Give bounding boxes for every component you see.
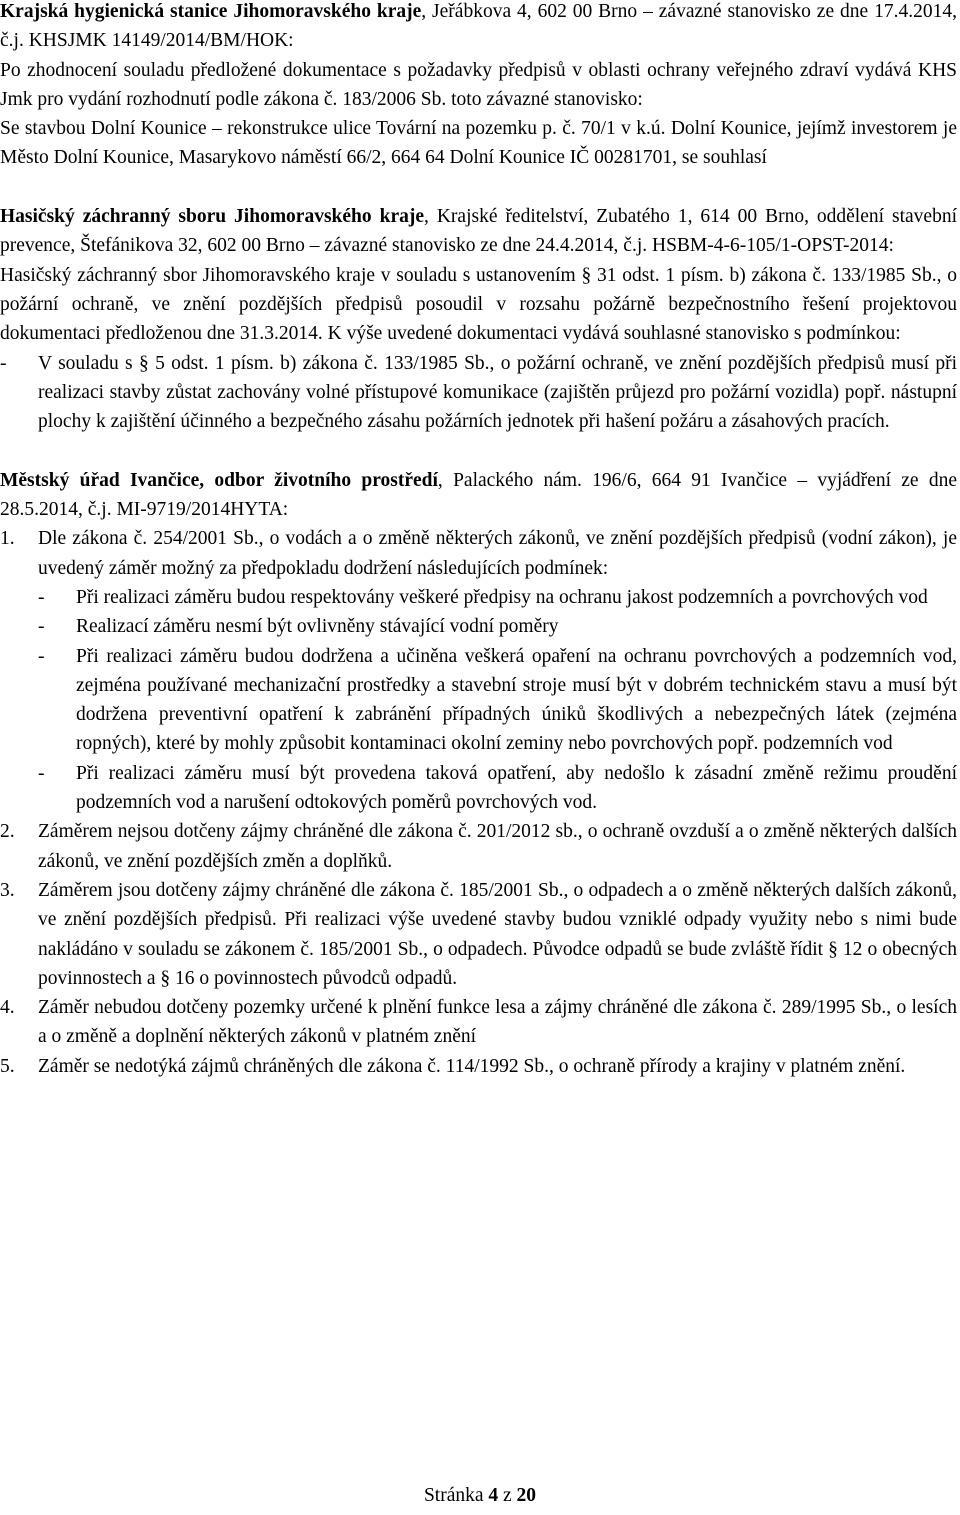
- list-number: 1.: [0, 528, 15, 550]
- section-khs: [0, 0, 957, 173]
- page-number: 4: [488, 1485, 499, 1506]
- list-item-text: Záměrem jsou dotčeny zájmy chráněné dle zákona č. 185/2001 Sb., o odpadech a o změně některých dalších zákonů, ve znění pozdějších předpisů. Při realizaci výše uvedené stavby budou vzniklé odpady využity nebo s nimi bude nakládáno v souladu se zákonem č. 185/2001 Sb., o odpadech. Původce odpadů se bude zvláště řídit § 12 o obecných povinnostech a § 16 o povinnostech původců odpadů.: [38, 879, 957, 989]
- list-subitem: [38, 759, 957, 818]
- khs-paragraph-1: Po zhodnocení souladu předložené dokumentace s požadavky předpisů v oblasti ochrany veřejného zdraví vydává KHS Jmk pro vydání rozhodnutí podle zákona č. 183/2006 Sb. toto závazné stanovisko:: [0, 59, 957, 110]
- list-subitem-text: Realizací záměru nesmí být ovlivněny stávající vodní poměry: [76, 616, 559, 638]
- page-label: Stránka: [423, 1485, 484, 1506]
- list-item-text: Záměrem nejsou dotčeny zájmy chráněné dle zákona č. 201/2012 sb., o ochraně ovzduší a o změně některých dalších zákonů, ve znění pozdějších změn a doplňků.: [38, 821, 957, 872]
- bullet-marker: -: [38, 586, 45, 608]
- hzs-name: Hasičský záchranný sboru Jihomoravského kraje: [0, 206, 425, 228]
- mu-heading: [0, 466, 957, 525]
- section-gap: [0, 436, 957, 465]
- khs-heading: [0, 0, 957, 56]
- list-subitem-text: Při realizaci záměru musí být provedena taková opatření, aby nedošlo k zásadní změně režimu proudění podzemních vod a narušení odtokových poměrů povrchových vod.: [76, 762, 957, 814]
- list-item-3: [0, 876, 957, 993]
- hzs-condition-text: V souladu s § 5 odst. 1 písm. b) zákona č. 133/1985 Sb., o požární ochraně, ve znění pozdějších předpisů musí při realizaci stavby zůstat zachovány volné přístupové komunikace (zajištěn průjezd pro požární vozidla) popř. nástupní plochy k zajištění účinného a bezpečného zásahu požárních jednotek při hašení požáru a zásahových pracích.: [38, 352, 957, 433]
- bullet-marker: -: [0, 352, 7, 374]
- list-item-5: [0, 1052, 957, 1081]
- section-mu: [0, 466, 957, 1081]
- list-subitem: [38, 612, 957, 641]
- list-number: 5.: [0, 1055, 15, 1077]
- bullet-marker: -: [38, 762, 45, 784]
- page-footer: [0, 1484, 960, 1508]
- hzs-heading: [0, 202, 957, 261]
- list-subitem-text: Při realizaci záměru budou dodržena a učiněna veškerá opaření na ochranu povrchových a podzemních vod, zejména používané mechanizační prostředky a stavební stroje musí být v dobrém technickém stavu a musí být dodržena preventivní opatření k zabránění případných úniků škodlivých a nebezpečných látek (zejména ropných), které by mohly způsobit kontaminaci okolní zeminy nebo povrchových popř. podzemních vod: [76, 645, 957, 755]
- bullet-marker: -: [38, 645, 45, 667]
- list-number: 2.: [0, 821, 15, 843]
- mu-name: Městský úřad Ivančice, odbor životního prostředí: [0, 469, 438, 491]
- list-item-text: Záměr se nedotýká zájmů chráněných dle zákona č. 114/1992 Sb., o ochraně přírody a krajiny v platném znění.: [38, 1055, 906, 1077]
- page-separator: z: [503, 1485, 512, 1506]
- list-subitem: [38, 642, 957, 759]
- list-number: 4.: [0, 997, 15, 1019]
- khs-heading-text: , Jeřábkova 4, 602 00 Brno – závazné stanovisko ze dne 17.4.2014, č.j. KHSJMK 14149/2014/BM/HOK:: [0, 1, 957, 52]
- khs-name: Krajská hygienická stanice Jihomoravského kraje: [0, 1, 422, 22]
- list-subitem-text: Při realizaci záměru budou respektovány veškeré předpisy na ochranu jakost podzemních a povrchových vod: [76, 586, 928, 608]
- mu-heading-text: , Palackého nám. 196/6, 664 91 Ivančice – vyjádření ze dne 28.5.2014, č.j. MI-9719/2014HYTA:: [0, 469, 957, 521]
- bullet-marker: -: [38, 616, 45, 638]
- list-item-2: [0, 817, 957, 876]
- list-subitem: [38, 583, 957, 612]
- section-gap: [0, 173, 957, 202]
- hzs-heading-text: , Krajské ředitelství, Zubatého 1, 614 00 Brno, oddělení stavební prevence, Štefánikova 32, 602 00 Brno – závazné stanovisko ze dne 24.4.2014, č.j. HSBM-4-6-105/1-OPST-2014:: [0, 206, 957, 257]
- list-item-1: [0, 524, 957, 583]
- page-total: 20: [516, 1485, 537, 1506]
- hzs-paragraph: Hasičský záchranný sbor Jihomoravského kraje v souladu s ustanovením § 31 odst. 1 písm. b) zákona č. 133/1985 Sb., o požární ochraně, ve znění pozdějších předpisů posoudil v rozsahu požárně bezpečnostního řešení projektovou dokumentaci předloženou dne 31.3.2014. K výše uvedené dokumentaci vydává souhlasné stanovisko s podmínkou:: [0, 264, 957, 345]
- khs-paragraph-2: Se stavbou Dolní Kounice – rekonstrukce ulice Tovární na pozemku p. č. 70/1 v k.ú. Dolní Kounice, jejímž investorem je Město Dolní Kounice, Masarykovo náměstí 66/2, 664 64 Dolní Kounice IČ 00281701, se souhlasí: [0, 118, 957, 169]
- list-item-text: Dle zákona č. 254/2001 Sb., o vodách a o změně některých zákonů, ve znění pozdějších předpisů (vodní zákon), je uvedený záměr možný za předpokladu dodržení následujících podmínek:: [38, 528, 957, 579]
- hzs-condition: [0, 349, 957, 437]
- list-number: 3.: [0, 879, 15, 901]
- list-item-4: [0, 993, 957, 1052]
- list-item-text: Záměr nebudou dotčeny pozemky určené k plnění funkce lesa a zájmy chráněné dle zákona č. 289/1995 Sb., o lesích a o změně a doplnění některých zákonů v platném znění: [38, 997, 957, 1048]
- section-hzs: [0, 202, 957, 436]
